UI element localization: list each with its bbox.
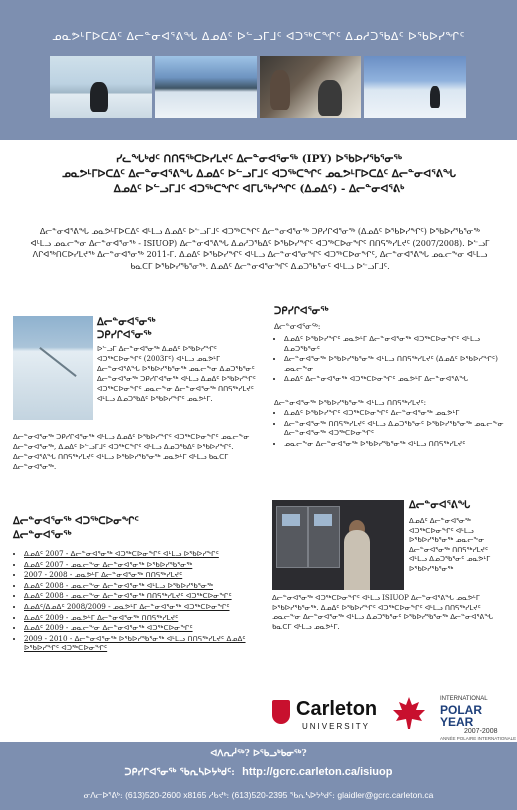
phone-number[interactable]: (613)520-2600 x8165 [125,790,207,800]
carleton-university: UNIVERSITY [302,722,371,731]
list-item: • ᐃᓄᐃᑦ ᐅᖃᐅᓯᖏᑦ ᓄᓇᕗᒻᒥ ᐃᓕᓐᓂᐊᕐᓂᖅ ᐊᑐᖅᑕᐅᓂᖏᑦ ᐊᒻᒪᓗ ᐃᓄᑐᖃᕐᓂᑦ [284,334,509,353]
timeline-item: • ᐃᓄᐃᑦ 2007 - ᐃᓕᓐᓂᐊᕐᓂᖅ ᐊᑐᖅᑕᐅᓂᖏᑦ ᐊᒻᒪᓗ ᐅᖃᐅᓯᖏᑦ [24,549,274,559]
timeline-item: • ᐃᓄᐃᑦ 2009 - ᓄᓇᕗᒻᒥ ᐃᓕᓐᓂᐊᕐᓂᖅ ᑎᑎᕋᖅᓯᒪᔪᑦ [24,613,274,623]
email-label: ᖃᕆᓴᐅᔭᒃᑯᑦ: [289,791,335,800]
timeline-item: • 2009 - 2010 - ᐃᓕᓐᓂᐊᕐᓂᖅ ᐅᖃᐅᓯᖃᕐᓂᖅ ᐊᒻᒪᓗ ᑎᑎᕋᖅᓯᒪᔪᑦ ᐃᓄᐃᑦ ᐅᖃᐅᓯᖏᑦ ᐊᑐᖅᑕᐅᓂᖏᑦ [24,634,274,653]
studio-full-text: ᐃᓕᓐᓂᐊᕐᓂᖅ ᐊᑐᖅᑕᐅᓂᖏᑦ ᐊᒻᒪᓗ ISIUOP ᐃᓕᓐᓂᐊᕐᕕᖓ ᓄᓇᕗᒻᒥ ᐅᖃᐅᓯᖃᕐᓂᖅ. ᐃᓄᐃᑦ ᐅᖃᐅᓯᖏᑦ ᐊᑐᖅᑕᐅᓂᖏᑦ ᐊᒻᒪᓗ ᑎᑎᕋᖅᓯᒪᔪᑦ ᓄᓇᓕᖕᓂ ᐃᓕᓐᓂᐊᕐᓂᖅ ᐊᒻᒪᓗ ᐃᓄᑐᖃᕐᓂᑦ ᐅᖃᐅᓯᖃᕐᓂᖅ ᐃᓕᓐᓂᐊᕐᕕᖓ ᑲᓇᑕᒥ ᐊᒻᒪᓗ ᓄᓇᕗᒻᒥ. [272,594,494,631]
footer-contacts [0,790,517,800]
timeline-item: • 2007 - 2008 - ᓄᓇᕗᒻᒥ ᐃᓕᓐᓂᐊᕐᓂᖅ ᑎᑎᕋᖅᓯᒪᔪᑦ [24,570,274,580]
right-sub-heading: ᐃᓕᓐᓂᐊᕐᓂᖅ: [274,322,321,331]
right-mid-text: ᐃᓕᓐᓂᐊᕐᓂᖅ ᐅᖃᐅᓯᖃᕐᓂᖅ ᐊᒻᒪᓗ ᑎᑎᕋᖅᓯᒪᔪᑦ: [274,398,427,407]
right-list-1 [274,334,509,385]
footer-url-row [0,766,517,778]
left-heading-line-1: ᐃᓕᓐᓂᐊᕐᓂᖅ [97,317,156,328]
header-title: ᓄᓇᕗᒻᒥᐅᑕᐃᑦ ᐃᓕᓐᓂᐊᕐᕕᖓ ᐃᓄᐃᑦ ᐅᓪᓗᒥᒧᑦ ᐊᑐᖅᑕᖏᑦ ᐃᓄᓱᑐᖃᐃᑦ ᐅᖃᐅᓯᖏᑦ [52,30,465,43]
timeline-item: • ᐃᓄᐃᑦ 2008 - ᓄᓇᓕᖕᓂ ᐃᓕᓐᓂᐊᕐᓂᖅ ᑎᑎᕋᖅᓯᒪᔪᑦ ᐊᑐᖅᑕᐅᓂᖏᑦ [24,591,274,601]
title-line-2: ᓄᓇᕗᒻᒥᐅᑕᐃᑦ ᐃᓕᓐᓂᐊᕐᕕᖓ ᐃᓄᐃᑦ ᐅᓪᓗᒥᒧᑦ ᐊᑐᖅᑕᖏᑦ ᓄᓇᕗᒻᒥᐅᑕᐃᑦ ᐃᓕᓐᓂᐊᕐᕕᖓ [61,168,457,180]
header-band [0,0,517,140]
photo-walker-on-snow [364,56,466,118]
left-heading-line-2: ᑐᑭᓯᒋᐊᕐᓂᖅ [97,330,152,341]
studio-section-heading: ᐃᓕᓐᓂᐊᕐᕕᖓ [409,500,471,511]
carleton-shield-icon [272,700,290,724]
photo-strip [50,56,466,118]
left-section-heading [97,316,257,342]
timeline-heading [13,515,259,543]
timeline-item: • ᐃᓄᐃᑦ 2007 - ᓄᓇᓕᖕᓂ ᐃᓕᓐᓂᐊᕐᓂᖅ ᐅᖃᐅᓯᖃᕐᓂᖅ [24,560,274,570]
ipy-logo[interactable] [392,694,517,741]
timeline-list [13,549,274,654]
timeline-item: • ᐃᓄᐃᑦ 2009 - ᓄᓇᓕᖕᓂ ᐃᓕᓐᓂᐊᕐᓂᖅ ᐊᑐᖅᑕᐅᓂᖏᑦ [24,623,274,633]
footer-band [0,742,517,810]
ipy-french-name: ANNÉE POLAIRE INTERNATIONALE [440,736,517,741]
photo-hunter-on-ice [50,56,152,118]
phone-label: ᓂᐱᓕᐅᕐᕕᒃ: [83,791,123,800]
photo-recording-studio [272,500,404,590]
fax-label: ᓱᑲᔪᒃ: [208,791,230,800]
carleton-logo[interactable] [272,696,392,738]
fax-number: (613)520-2395 [231,790,288,800]
left-full-text: ᐃᓕᓐᓂᐊᕐᓂᖅ ᑐᑭᓯᒋᐊᕐᓂᖅ ᐊᒻᒪᓗ ᐃᓄᐃᑦ ᐅᖃᐅᓯᖏᑦ ᐊᑐᖅᑕᐅᓂᖏᑦ ᓄᓇᓕᖕᓂ ᐃᓕᓐᓂᐊᕐᓂᖅ, ᐃᓄᐃᑦ ᐅᓪᓗᒥᒧᑦ ᐊᑐᖅᑕᖏᑦ ᐊᒻᒪᓗ ᐃᓄᑐᖃᐃᑦ ᐅᖃᐅᓯᖏᑦ. ᐃᓕᓐᓂᐊᕐᕕᖓ ᑎᑎᕋᖅᓯᒪᔪᑦ ᐊᒻᒪᓗ ᐅᖃᐅᓯᖃᕐᓂᖅ ᓄᓇᕗᒻᒥ ᐊᒻᒪᓗ ᑲᓇᑕᒥ ᐃᓕᓐᓂᐊᕐᓂᖅ. [13,433,250,471]
list-item: • ᓄᓇᓕᖕᓂ ᐃᓕᓐᓂᐊᕐᓂᖅ ᐅᖃᐅᓯᖃᕐᓂᖅ ᐊᒻᒪᓗ ᑎᑎᕋᖅᓯᒪᔪᑦ [284,439,509,449]
list-item: • ᐃᓄᐃᑦ ᐅᖃᐅᓯᖏᑦ ᐊᑐᖅᑕᐅᓂᖏᑦ ᐃᓕᓐᓂᐊᕐᓂᖅ ᓄᓇᕗᒻᒥ [284,408,509,418]
right-section-heading: ᑐᑭᓯᒋᐊᕐᓂᖅ [274,306,329,317]
timeline-item: • ᐃᓄᐃᑦ 2008 - ᓄᓇᓕᖕᓂ ᐃᓕᓐᓂᐊᕐᓂᖅ ᐊᒻᒪᓗ ᐅᖃᐅᓯᖃᕐᓂᖅ [24,581,274,591]
photo-sea-ice [13,316,93,420]
timeline-heading-line-2: ᐃᓕᓐᓂᐊᕐᓂᖅ [13,530,72,541]
title-line-3: ᐃᓄᐃᑦ ᐅᓪᓗᒥᒧᑦ ᐊᑐᖅᑕᖏᑦ ᐊᒥᒐᖅᓯᖏᑦ (ᐃᓄᐃᑦ) - ᐃᓕᓐᓂᐊᕐᕕᒃ [113,183,405,195]
photo-community-meeting [260,56,362,118]
list-item: • ᐃᓄᐃᑦ ᐃᓕᓐᓂᐊᕐᓂᖅ ᐊᑐᖅᑕᐅᓂᖏᑦ ᓄᓇᕗᒻᒥ ᐃᓕᓐᓂᐊᕐᕕᖓ [284,374,509,384]
studio-wrap-text: ᐃᓄᐃᑦ ᐃᓕᓐᓂᐊᕐᓂᖅ ᐊᑐᖅᑕᐅᓂᖏᑦ ᐊᒻᒪᓗ ᐅᖃᐅᓯᖃᕐᓂᖅ ᓄᓇᓕᖕᓂ ᐃᓕᓐᓂᐊᕐᓂᖅ ᑎᑎᕋᖅᓯᒪᔪᑦ ᐊᒻᒪᓗ ᐃᓄᑐᖃᕐᓂᑦ ᓄᓇᕗᒻᒥ ᐅᖃᐅᓯᖃᕐᓂᖅ [409,517,491,573]
left-wrap-text: ᐅᓪᓗᒥ ᐃᓕᓐᓂᐊᕐᓂᖅ ᐃᓄᐃᑦ ᐅᖃᐅᓯᖏᑦ ᐊᑐᖅᑕᐅᓂᖏᑦ (2003ᒥᑦ) ᐊᒻᒪᓗ ᓄᓇᕗᒻᒥ ᐃᓕᓐᓂᐊᕐᕕᖓ ᐅᖃᐅᓯᖃᕐᓂᖅ ᓄᓇᓕᖕᓂ ᐃᓄᑐᖃᕐᓂᑦ ᐃᓕᓐᓂᐊᕐᓂᖅ ᑐᑭᓯᒋᐊᕐᓂᖅ ᐊᒻᒪᓗ ᐃᓄᐃᑦ ᐅᖃᐅᓯᖏᑦ ᐊᑐᖅᑕᐅᓂᖏᑦ ᓄᓇᓕᖕᓂ ᐃᓕᓐᓂᐊᕐᓂᖅ ᑎᑎᕋᖅᓯᒪᔪᑦ ᐊᒻᒪᓗ ᐃᓄᑐᖃᐃᑦ ᐅᖃᐅᓯᖏᑦ ᓄᓇᕗᒻᒥ. [97,345,256,403]
right-list-2 [274,408,509,449]
footer-question: ᐊᐱᕆᓲᖅ? ᐅᖃᓗᒃᑲᓂᖅ? [210,749,307,759]
ipy-polar-year: POLAR YEAR [440,703,482,729]
timeline-item: • ᐃᓄᐃᑦ/ᐃᓄᐃᑦ 2008/2009 - ᓄᓇᕗᒻᒥ ᐃᓕᓐᓂᐊᕐᓂᖅ ᐊᑐᖅᑕᐅᓂᖏᑦ [24,602,274,612]
photo-arctic-landscape [155,56,257,118]
footer-url-link[interactable]: http://gcrc.carleton.ca/isiuop [242,766,393,778]
timeline-heading-line-1: ᐃᓕᓐᓂᐊᕐᓂᖅ ᐊᑐᖅᑕᐅᓂᖏᑦ [13,516,139,527]
list-item: • ᐃᓕᓐᓂᐊᕐᓂᖅ ᐅᖃᐅᓯᖃᕐᓂᖅ ᐊᒻᒪᓗ ᑎᑎᕋᖅᓯᒪᔪᑦ (ᐃᓄᐃᑦ ᐅᖃᐅᓯᖏᑦ) ᓄᓇᓕᖕᓂ [284,354,509,373]
footer-url-label: ᑐᑭᓯᒋᐊᕐᓂᖅ ᖃᕆᓴᐅᔭᒃᑯᑦ: [124,767,235,778]
ipy-years: 2007-2008 [464,728,498,735]
intro-paragraph: ᐃᓕᓐᓂᐊᕐᕕᖓ ᓄᓇᕗᒻᒥᐅᑕᐃᑦ ᐊᒻᒪᓗ ᐃᓄᐃᑦ ᐅᓪᓗᒥᒧᑦ ᐊᑐᖅᑕᖏᑦ ᐃᓕᓐᓂᐊᕐᓂᖅ ᑐᑭᓯᒋᐊᕐᓂᖅ (ᐃᓄᐃᑦ ᐅᖃᐅᓯᖏᑦ) ᐅᖃᐅᓯᖃᕐᓂᖅ ᐊᒻᒪᓗ ᓄᓇᓕᖕᓂ ᐃᓕᓐᓂᐊᕐᓂᖅ - ISIUOP) ᐃᓕᓐᓂᐊᕐᕕᖓ ᐃᓄᓱᑐᖃᐃᑦ ᐅᖃᐅᓯᖏᑦ ᐊᑐᖅᑕᐅᓂᖏᑦ ᑎᑎᕋᖅᓯᒪᔪᑦ (2007/2008). ᐅᓪᓗᒥ ᐱᒋᐊᖅᑎᑕᐅᓯᒪᔪᖅ ᐃᓕᓐᓂᐊᕐᓂᖅ 2011-ᒥ. ᐃᓄᐃᑦ ᐅᖃᐅᓯᖏᑦ ᐊᒻᒪᓗ ᐃᓕᓐᓂᐊᕐᓂᖏᑦ ᐊᑐᖅᑕᐅᓂᖏᑦ, ᐃᓕᓐᓂᐊᕐᕕᖓ ᓄᓇᓕᖕᓂ ᐊᒻᒪᓗ ᑲᓇᑕᒥ ᐅᖃᐅᓯᖃᕐᓂᖅ. ᐃᓄᐃᑦ ᐃᓕᓐᓂᐊᕐᓂᖏᑦ ᐃᓄᑐᖃᕐᓂᑦ ᐊᒻᒪᓗ ᐅᓪᓗᒥᒧᑦ. [30,227,490,271]
ipy-international: INTERNATIONAL [440,696,488,702]
title-line-1: ᓯᓚᖓᒃᑯᑦ ᑎᑎᕋᖅᑕᐅᓯᒪᔪᑦ ᐃᓕᓐᓂᐊᕐᓂᖅ (IPY) ᐅᖃᐅᓯᖃᕐᓂᖅ [115,153,403,165]
title-block [24,152,494,197]
list-item: • ᐃᓕᓐᓂᐊᕐᓂᖅ ᑎᑎᕋᖅᓯᒪᔪᑦ ᐊᒻᒪᓗ ᐃᓄᑐᖃᕐᓂᑦ ᐅᖃᐅᓯᖃᕐᓂᖅ ᓄᓇᓕᖕᓂ ᐃᓕᓐᓂᐊᕐᓂᖅ ᐊᑐᖅᑕᐅᓂᖏᑦ [284,419,509,438]
carleton-name: Carleton [296,698,378,720]
email-link[interactable]: glaidler@gcrc.carleton.ca [337,790,434,800]
ipy-leaf-icon [392,696,426,730]
